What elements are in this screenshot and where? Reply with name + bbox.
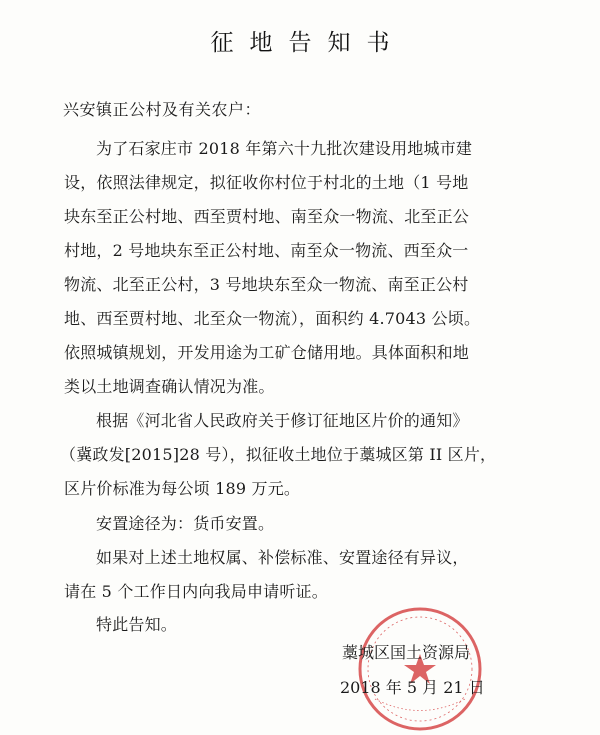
body-line-10: （冀政发[2015]28 号），拟征收土地位于藁城区第 II 区片， — [60, 445, 497, 464]
signature-organization: 藁城区国土资源局 — [342, 643, 471, 662]
body-line-3: 块东至正公村地、西至贾村地、南至众一物流、北至正公 — [64, 207, 470, 226]
body-line-6: 地、西至贾村地、北至众一物流），面积约 4.7043 公顷。 — [64, 309, 481, 328]
body-line-4: 村地，2 号地块东至正公村地、南至众一物流、西至众一 — [64, 241, 469, 260]
official-seal — [355, 604, 485, 734]
body-line-14: 请在 5 个工作日内向我局申请听证。 — [64, 582, 328, 601]
body-line-12: 安置途径为：货币安置。 — [96, 514, 275, 533]
body-line-9: 根据《河北省人民政府关于修订征地区片价的通知》 — [96, 411, 469, 430]
body-line-2: 设，依照法律规定，拟征收你村位于村北的土地（1 号地 — [64, 173, 469, 192]
body-line-7: 依照城镇规划，开发用途为工矿仓储用地。具体面积和地 — [64, 343, 470, 362]
body-line-11: 区片价标准为每公顷 189 万元。 — [64, 479, 301, 498]
body-line-8: 类以土地调查确认情况为准。 — [64, 377, 275, 396]
document-title: 征地告知书 — [210, 30, 406, 56]
body-line-1: 为了石家庄市 2018 年第六十九批次建设用地城市建 — [96, 139, 473, 158]
body-line-5: 物流、北至正公村，3 号地块东至众一物流、南至正公村 — [64, 275, 469, 294]
body-line-15: 特此告知。 — [96, 615, 178, 634]
signature-date: 2018 年 5 月 21 日 — [340, 678, 485, 697]
salutation: 兴安镇正公村及有关农户： — [63, 100, 262, 119]
body-line-13: 如果对上述土地权属、补偿标准、安置途径有异议， — [96, 548, 469, 567]
